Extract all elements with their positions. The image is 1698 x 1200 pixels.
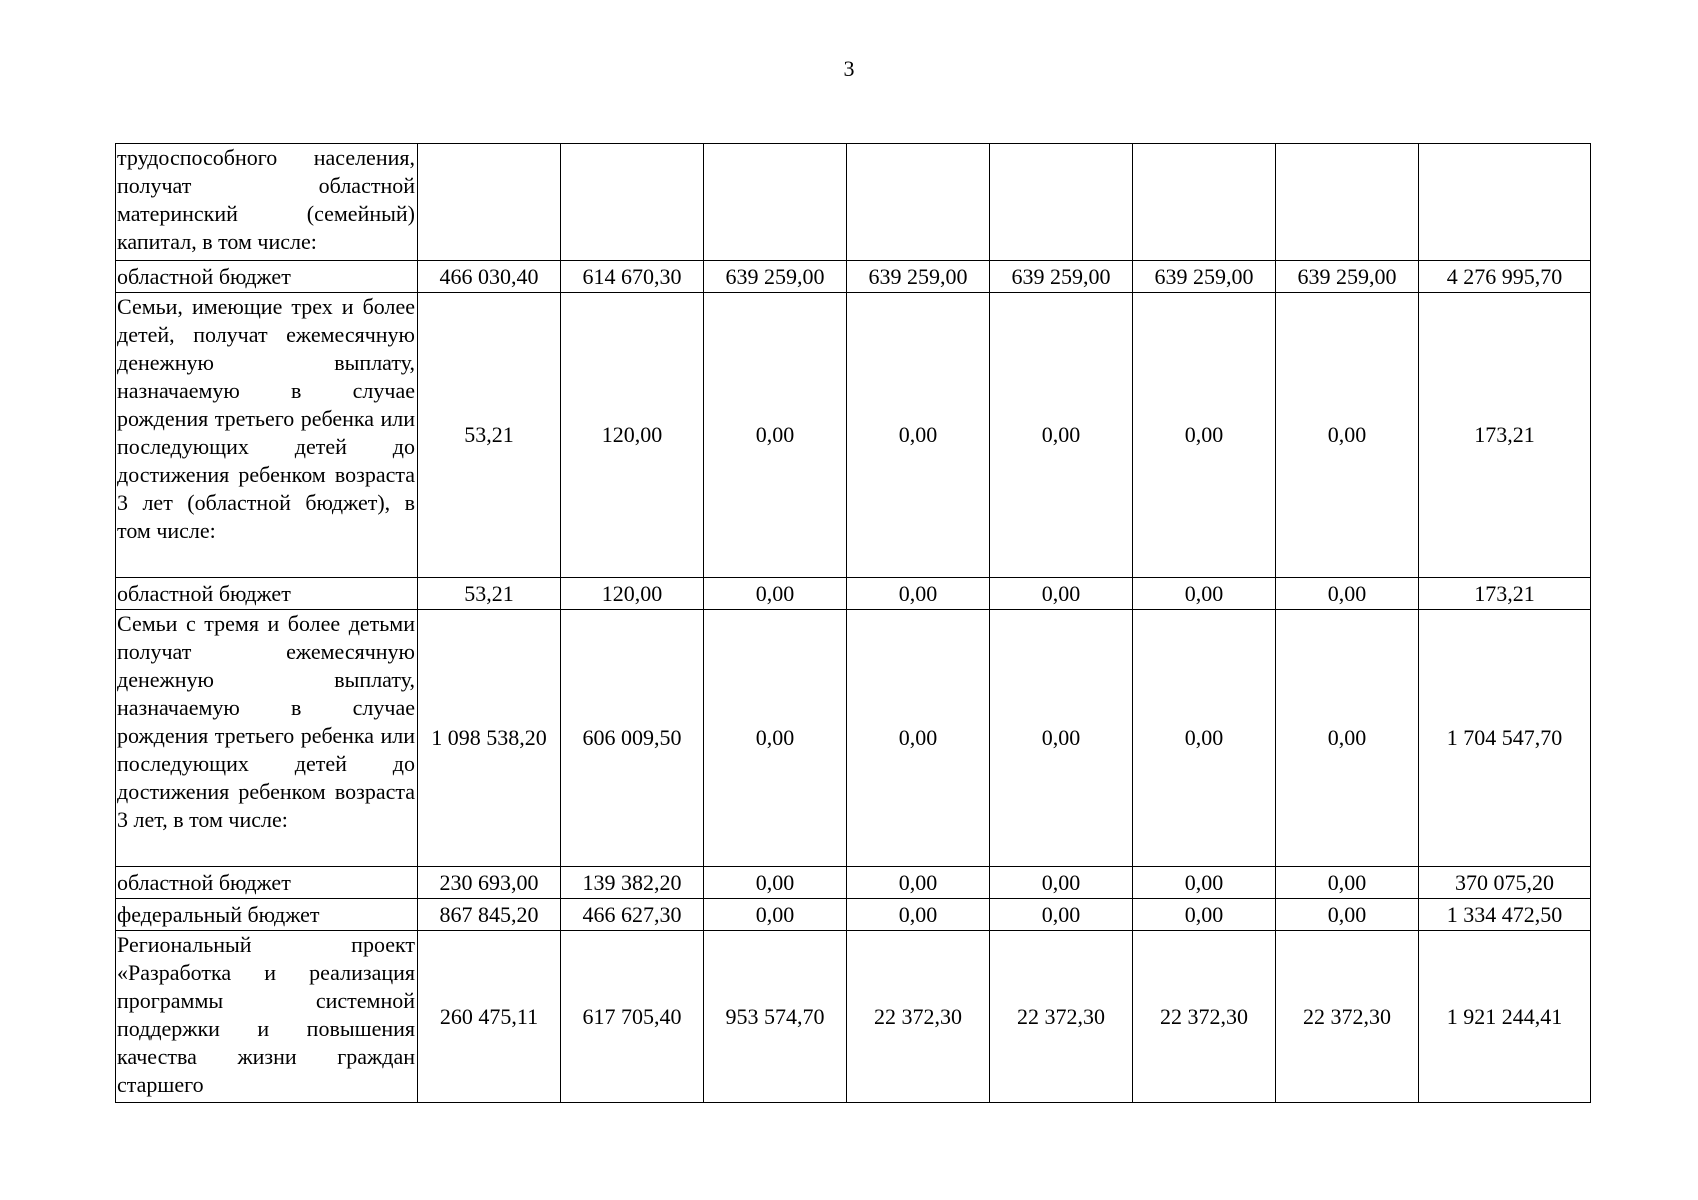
value-cell: 22 372,30 [1276, 931, 1419, 1103]
value-cell: 0,00 [847, 899, 990, 931]
table-row [116, 610, 1591, 867]
value-cell: 0,00 [1276, 867, 1419, 899]
value-cell: 22 372,30 [990, 931, 1133, 1103]
value-cell: 139 382,20 [561, 867, 704, 899]
total-cell: 1 704 547,70 [1419, 610, 1591, 867]
value-cell: 0,00 [847, 867, 990, 899]
row-label: Семьи с тремя и более детьми получат ежемесячную денежную выплату, назначаемую в случае рождения третьего ребенка или последующих детей до достижения ребенком возраста 3 лет, в том числе: [116, 610, 418, 867]
total-cell: 1 334 472,50 [1419, 899, 1591, 931]
total-cell: 173,21 [1419, 293, 1591, 578]
value-cell: 0,00 [1133, 610, 1276, 867]
value-cell: 120,00 [561, 293, 704, 578]
total-cell [1419, 144, 1591, 261]
value-cell: 0,00 [1276, 899, 1419, 931]
value-cell: 0,00 [704, 899, 847, 931]
row-label: областной бюджет [116, 578, 418, 610]
value-cell: 0,00 [1133, 578, 1276, 610]
value-cell: 606 009,50 [561, 610, 704, 867]
value-cell: 0,00 [990, 578, 1133, 610]
value-cell: 53,21 [418, 578, 561, 610]
value-cell: 0,00 [990, 610, 1133, 867]
table-row [116, 931, 1591, 1103]
value-cell: 466 030,40 [418, 261, 561, 293]
value-cell: 0,00 [847, 293, 990, 578]
value-cell: 0,00 [990, 899, 1133, 931]
budget-table [115, 143, 1591, 1103]
value-cell: 617 705,40 [561, 931, 704, 1103]
total-cell: 173,21 [1419, 578, 1591, 610]
value-cell: 0,00 [1276, 578, 1419, 610]
value-cell [561, 144, 704, 261]
table-row [116, 261, 1591, 293]
value-cell: 0,00 [1133, 899, 1276, 931]
value-cell: 867 845,20 [418, 899, 561, 931]
row-label: Региональный проект «Разработка и реализация программы системной поддержки и повышения качества жизни граждан старшего [116, 931, 418, 1103]
value-cell: 230 693,00 [418, 867, 561, 899]
value-cell: 639 259,00 [704, 261, 847, 293]
value-cell: 639 259,00 [1276, 261, 1419, 293]
table-row [116, 293, 1591, 578]
row-label: областной бюджет [116, 867, 418, 899]
value-cell: 639 259,00 [847, 261, 990, 293]
row-label: федеральный бюджет [116, 899, 418, 931]
value-cell: 53,21 [418, 293, 561, 578]
value-cell: 0,00 [990, 293, 1133, 578]
value-cell [990, 144, 1133, 261]
value-cell: 0,00 [1276, 293, 1419, 578]
value-cell: 1 098 538,20 [418, 610, 561, 867]
value-cell [704, 144, 847, 261]
value-cell: 0,00 [1133, 293, 1276, 578]
value-cell [847, 144, 990, 261]
table-row [116, 899, 1591, 931]
value-cell: 0,00 [847, 578, 990, 610]
row-label: областной бюджет [116, 261, 418, 293]
value-cell: 260 475,11 [418, 931, 561, 1103]
value-cell: 0,00 [990, 867, 1133, 899]
value-cell: 0,00 [1276, 610, 1419, 867]
total-cell: 1 921 244,41 [1419, 931, 1591, 1103]
value-cell: 614 670,30 [561, 261, 704, 293]
value-cell: 639 259,00 [990, 261, 1133, 293]
value-cell [1276, 144, 1419, 261]
table-row [116, 144, 1591, 261]
value-cell: 0,00 [847, 610, 990, 867]
value-cell: 120,00 [561, 578, 704, 610]
total-cell: 4 276 995,70 [1419, 261, 1591, 293]
value-cell: 0,00 [1133, 867, 1276, 899]
total-cell: 370 075,20 [1419, 867, 1591, 899]
row-label: Семьи, имеющие трех и более детей, получат ежемесячную денежную выплату, назначаемую в случае рождения третьего ребенка или последующих детей до достижения ребенком возраста 3 лет (областной бюджет), в том числе: [116, 293, 418, 578]
page-number: 3 [843, 56, 855, 81]
value-cell: 0,00 [704, 867, 847, 899]
value-cell: 953 574,70 [704, 931, 847, 1103]
value-cell: 22 372,30 [1133, 931, 1276, 1103]
table-row [116, 578, 1591, 610]
table-row [116, 867, 1591, 899]
value-cell: 22 372,30 [847, 931, 990, 1103]
value-cell: 466 627,30 [561, 899, 704, 931]
value-cell [1133, 144, 1276, 261]
value-cell [418, 144, 561, 261]
value-cell: 639 259,00 [1133, 261, 1276, 293]
value-cell: 0,00 [704, 610, 847, 867]
value-cell: 0,00 [704, 578, 847, 610]
value-cell: 0,00 [704, 293, 847, 578]
row-label: трудоспособного населения, получат областной материнский (семейный) капитал, в том числе: [116, 144, 418, 261]
